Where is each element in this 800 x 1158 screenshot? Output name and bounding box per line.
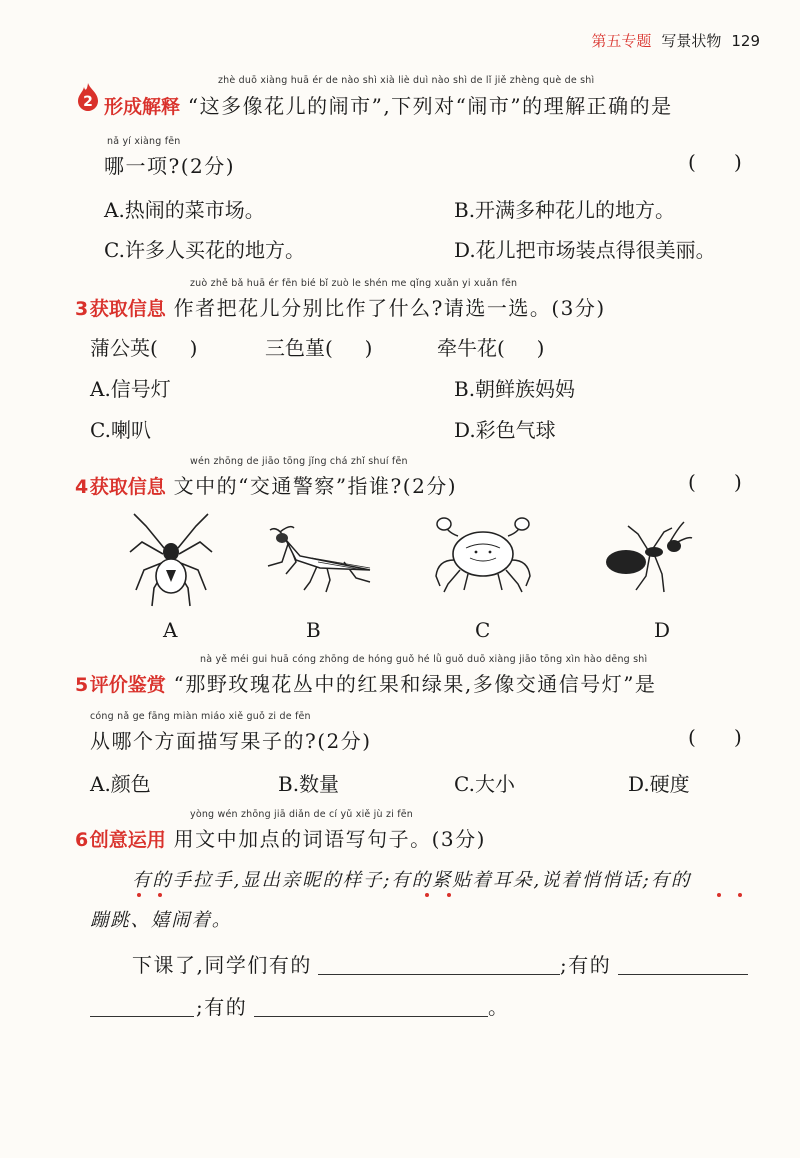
q6-fill-start: 下课了,同学们有的 xyxy=(132,953,312,977)
q3-item-morning-glory[interactable]: 牵牛花( ) xyxy=(437,336,545,360)
q2-pinyin-line1: zhè duō xiàng huā ér de nào shì xià liè duì nào shì de lǐ jiě zhèng què de shì xyxy=(218,75,595,86)
q6-number: 6 xyxy=(75,829,90,851)
q2-text1: “这多像花儿的闹市”,下列对“闹市”的理解正确的是 xyxy=(187,94,673,118)
q2-option-d[interactable]: D.花儿把市场装点得很美丽。 xyxy=(454,238,716,262)
topic-label: 写景状物 xyxy=(661,32,722,50)
q2-number: 2 xyxy=(83,94,93,110)
q3-item-pansy[interactable]: 三色堇( ) xyxy=(265,336,373,360)
emphasis-dot xyxy=(738,893,742,897)
q3-option-c[interactable]: C.喇叭 xyxy=(90,418,151,442)
emphasis-dot xyxy=(425,893,429,897)
q4-number: 4 xyxy=(75,476,90,498)
page-number: 129 xyxy=(731,32,760,50)
q5-text1: “那野玫瑰花丛中的红果和绿果,多像交通信号灯”是 xyxy=(173,672,657,696)
q5-option-c[interactable]: C.大小 xyxy=(454,772,515,796)
q3-item-dandelion[interactable]: 蒲公英( ) xyxy=(90,336,198,360)
emphasis-dot xyxy=(137,893,141,897)
page-header xyxy=(591,30,760,51)
q4-label: 获取信息 xyxy=(89,476,166,498)
q6-fill-mid2: ;有的 xyxy=(196,995,248,1019)
q2-text2: 哪一项?(2分) xyxy=(104,154,236,178)
q6-text: 用文中加点的词语写句子。(3分) xyxy=(173,827,486,851)
picture-label-c: C xyxy=(475,618,491,642)
q5-option-a[interactable]: A.颜色 xyxy=(90,772,151,796)
q4-question xyxy=(75,470,457,499)
q6-example-line1: 有的手拉手,显出亲昵的样子;有的紧贴着耳朵,说着悄悄话;有的 xyxy=(132,870,692,891)
picture-label-d: D xyxy=(654,618,671,642)
q3-question xyxy=(75,292,606,321)
q5-pinyin-line1: nà yě méi gui huā cóng zhōng de hóng guǒ hé lǜ guǒ duō xiàng jiāo tōng xìn hào dēng shì xyxy=(200,654,648,665)
q6-pinyin: yòng wén zhōng jiā diǎn de cí yǔ xiě jù zi fēn xyxy=(190,809,414,820)
q5-answer-paren[interactable]: ( ) xyxy=(688,725,742,749)
q5-text2: 从哪个方面描写果子的?(2分) xyxy=(90,729,372,753)
emphasis-dot xyxy=(447,893,451,897)
q4-pinyin: wén zhōng de jiāo tōng jǐng chá zhǐ shuí fēn xyxy=(190,456,408,467)
q5-option-d[interactable]: D.硬度 xyxy=(628,772,690,796)
q2-answer-paren[interactable]: ( ) xyxy=(688,150,742,174)
q2-label: 形成解释 xyxy=(104,96,181,118)
q5-option-b[interactable]: B.数量 xyxy=(278,772,340,796)
q2-pinyin-line2: nǎ yí xiàng fēn xyxy=(107,136,181,147)
q6-label: 创意运用 xyxy=(89,829,166,851)
q3-option-a[interactable]: A.信号灯 xyxy=(90,377,171,401)
emphasis-dot xyxy=(717,893,721,897)
answer-blank-3[interactable] xyxy=(254,992,488,1017)
q2-option-a[interactable]: A.热闹的菜市场。 xyxy=(104,198,265,222)
ant-icon[interactable] xyxy=(598,516,694,596)
q2-question-line1 xyxy=(104,90,673,119)
q3-pinyin: zuò zhě bǎ huā ér fēn bié bǐ zuò le shén me qǐng xuǎn yi xuǎn fēn xyxy=(190,278,518,289)
q3-text: 作者把花儿分别比作了什么?请选一选。(3分) xyxy=(173,296,606,320)
answer-blank-2[interactable] xyxy=(618,950,748,975)
q5-number: 5 xyxy=(75,674,90,696)
spider-icon[interactable] xyxy=(128,508,214,608)
q4-text: 文中的“交通警察”指谁?(2分) xyxy=(173,474,458,498)
q6-question xyxy=(75,823,486,852)
q5-pinyin-line2: cóng nǎ ge fāng miàn miáo xiě guǒ zi de fēn xyxy=(90,711,311,722)
q5-question-line1 xyxy=(75,668,656,697)
q2-option-c[interactable]: C.许多人买花的地方。 xyxy=(104,238,305,262)
q5-label: 评价鉴赏 xyxy=(89,674,166,696)
q3-number: 3 xyxy=(75,298,90,320)
mantis-icon[interactable] xyxy=(260,522,378,594)
answer-blank-1[interactable] xyxy=(318,950,560,975)
picture-label-a: A xyxy=(163,618,178,642)
q3-option-d[interactable]: D.彩色气球 xyxy=(454,418,556,442)
picture-label-b: B xyxy=(306,618,321,642)
flame-number-icon xyxy=(76,82,100,112)
emphasis-dot xyxy=(158,893,162,897)
q6-example-line2: 蹦跳、嬉闹着。 xyxy=(90,910,233,931)
q3-label: 获取信息 xyxy=(89,298,166,320)
q2-option-b[interactable]: B.开满多种花儿的地方。 xyxy=(454,198,676,222)
answer-blank-2-continued[interactable] xyxy=(90,992,194,1017)
q4-answer-paren[interactable]: ( ) xyxy=(688,470,742,494)
q6-fill-end: 。 xyxy=(488,995,510,1019)
crab-icon[interactable] xyxy=(430,514,536,594)
q3-option-b[interactable]: B.朝鲜族妈妈 xyxy=(454,377,576,401)
section-label: 第五专题 xyxy=(591,32,652,50)
q6-fill-mid1: ;有的 xyxy=(560,953,612,977)
